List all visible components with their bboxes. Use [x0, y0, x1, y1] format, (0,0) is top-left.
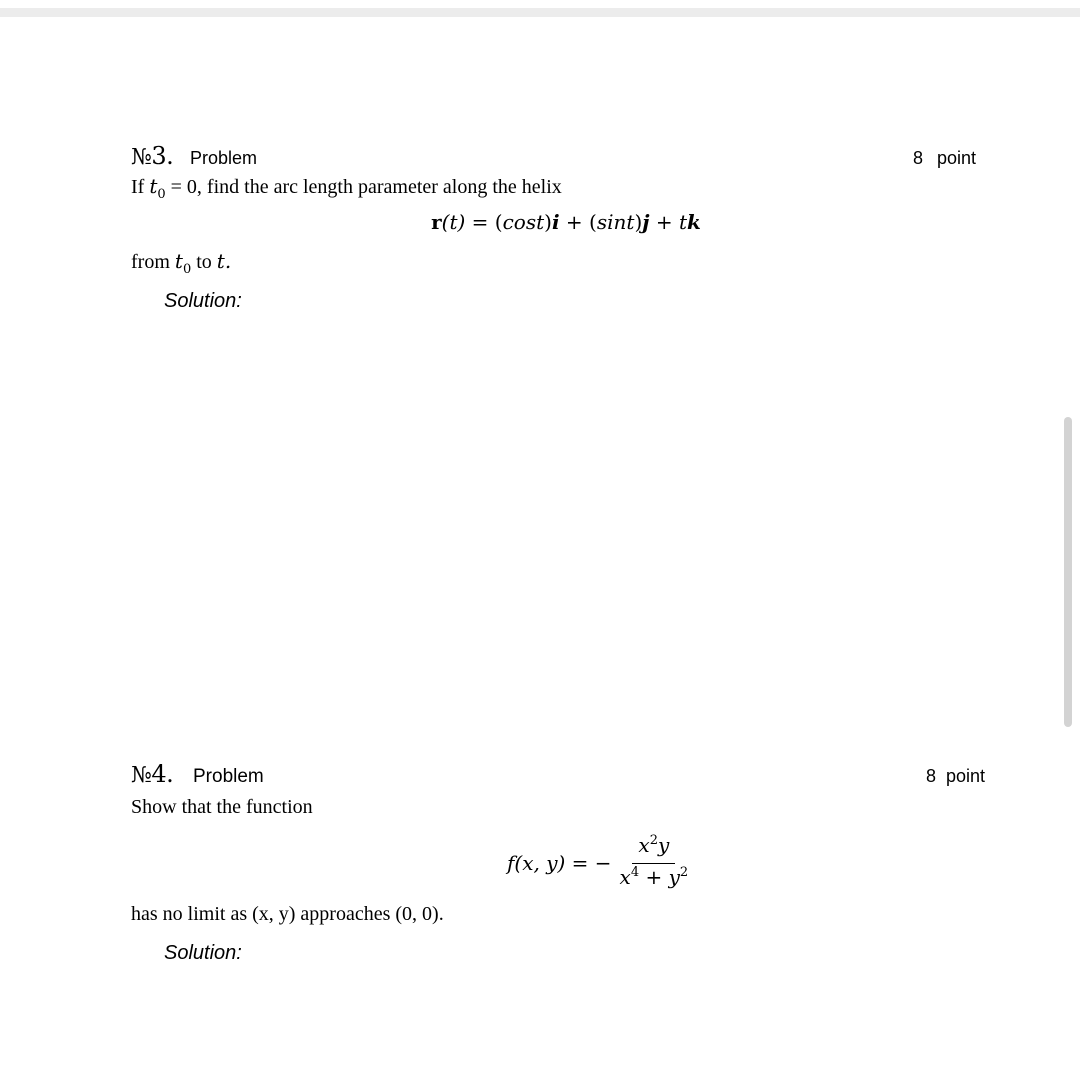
function-equation [507, 832, 692, 893]
vertical-scrollbar[interactable] [1064, 417, 1072, 727]
problem-header [131, 760, 1001, 792]
points-badge: 8 point [926, 766, 986, 786]
fraction-denominator: $x^4 + y^2$ [619, 865, 689, 889]
solution-label: Solution: [164, 942, 242, 964]
problem-number: №3. [131, 142, 174, 170]
problem-header [131, 142, 1001, 174]
problem-label: Problem [190, 148, 258, 168]
problem-4 [131, 760, 1001, 964]
interval-text: from $t_0$ to t. [131, 249, 232, 277]
points-badge: 8 point [913, 148, 977, 168]
function-lhs: f(x, y) = − [507, 850, 612, 875]
problem-number: №4. [131, 760, 174, 788]
problem-statement: If $t_0 = 0$, find the arc length parameter along the helix [131, 174, 562, 202]
helix-equation: r(t) = (cost)i + (sint)j + tk [431, 210, 701, 234]
fraction-numerator: $x^2y$ [632, 832, 675, 864]
conclusion-text: has no limit as (x, y) approaches (0, 0). [131, 903, 444, 925]
problem-label: Problem [193, 766, 264, 787]
top-toolbar-strip [0, 8, 1080, 17]
problem-3 [131, 142, 1001, 312]
solution-label: Solution: [164, 290, 242, 312]
problem-statement: Show that the function [131, 796, 313, 818]
fraction [616, 832, 693, 893]
